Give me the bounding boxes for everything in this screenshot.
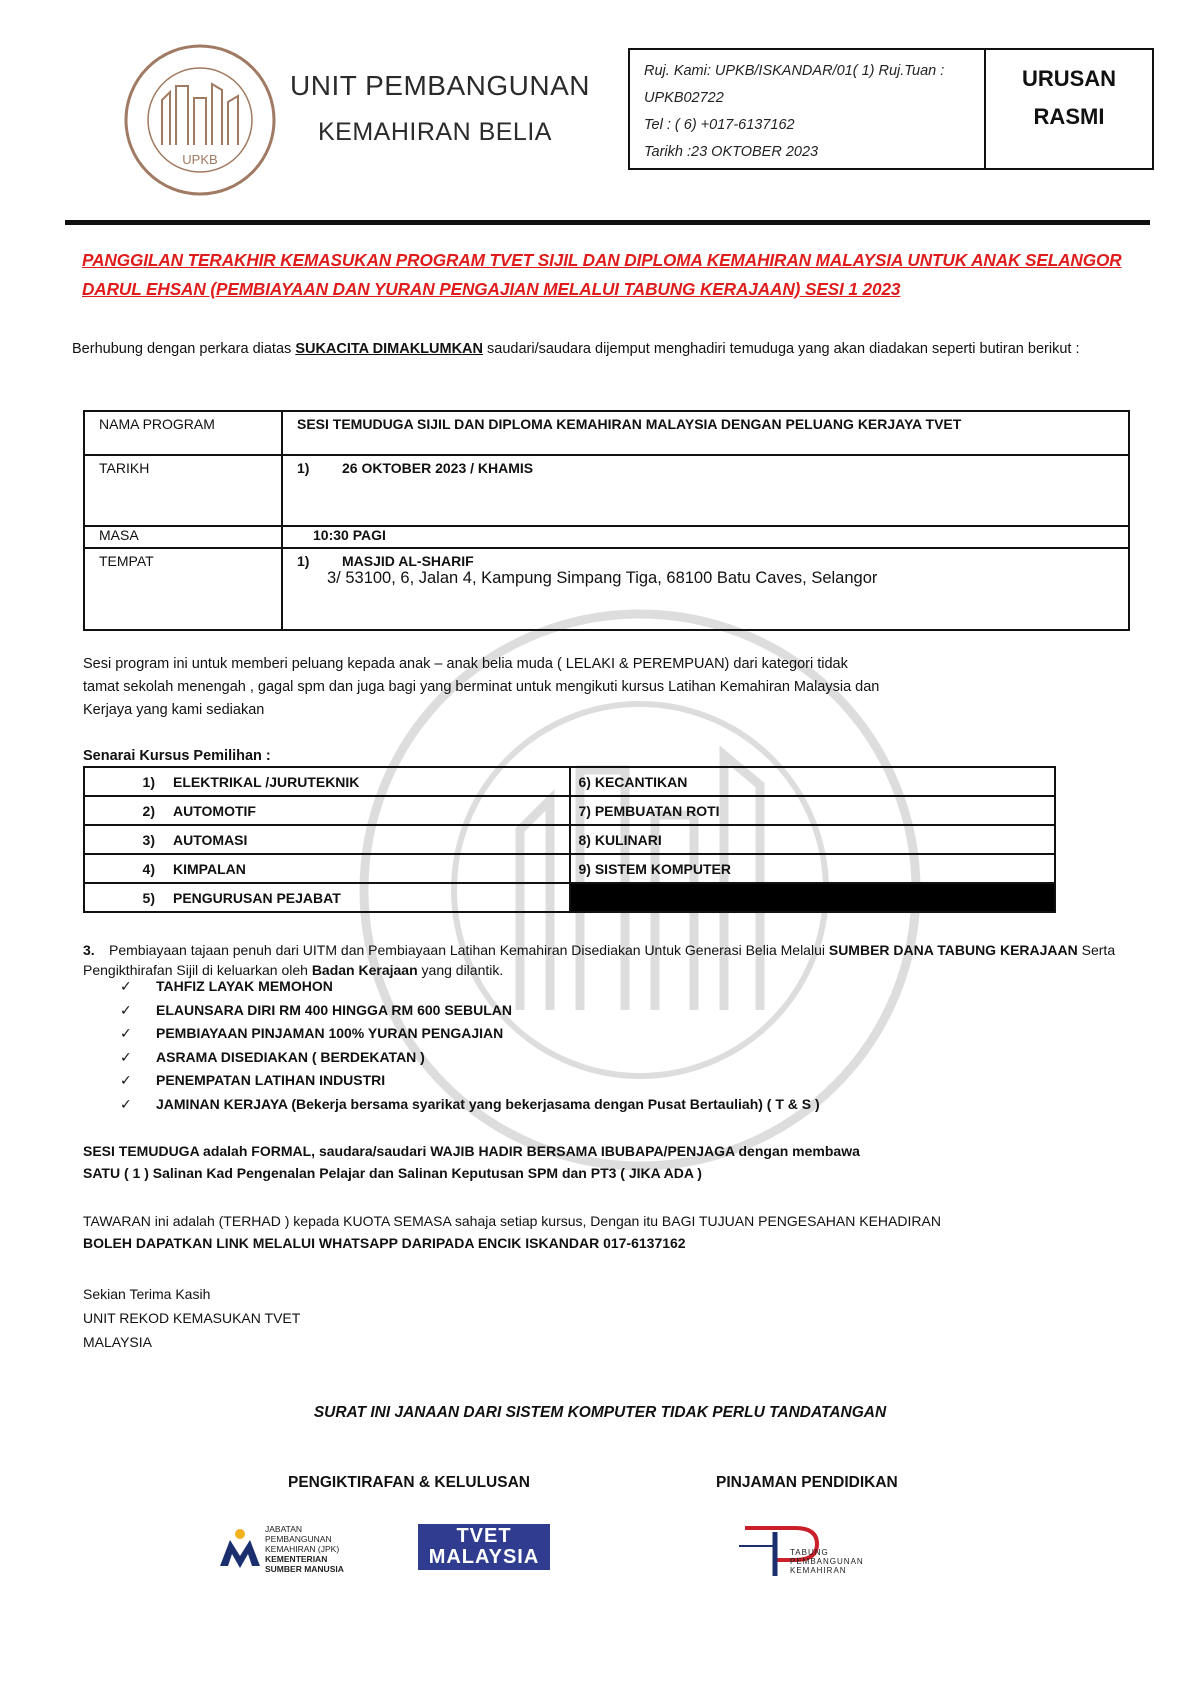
place-name: MASJID AL-SHARIF [342,553,474,569]
telephone: Tel : ( 6) +017-6137162 [644,117,795,133]
place-cell [282,548,1129,630]
status-line1: URUSAN [1021,66,1117,91]
date-label: TARIKH [84,455,282,526]
course-name: ELEKTRIKAL /JURUTEKNIK [173,773,360,790]
loan-label: PINJAMAN PENDIDIKAN [716,1474,898,1491]
list-item [120,1096,820,1120]
ptpk-logo-text [790,1548,864,1575]
table-row [84,548,1129,630]
check-icon: ✓ [120,978,132,994]
courses-table [83,766,1056,913]
list-item [120,1025,820,1049]
interview-line: SATU ( 1 ) Salinan Kad Pengenalan Pelajar dan Salinan Keputusan SPM dan PT3 ( JIKA ADA ) [83,1165,702,1181]
place-num: 1) [297,553,310,569]
interview-paragraph [83,1140,1143,1184]
course-cell: 7) PEMBUATAN ROTI [570,796,1056,825]
jpk-logo-text [265,1524,344,1574]
org-name-line2: KEMAHIRAN BELIA [318,118,552,146]
course-num: 1) [142,773,155,790]
table-row [84,796,1055,825]
course-cell: 9) SISTEM KOMPUTER [570,854,1056,883]
funding-emphasis: Badan Kerajaan [311,962,418,978]
closing-line: UNIT REKOD KEMASUKAN TVET [83,1310,301,1326]
offer-paragraph [83,1210,1143,1254]
course-cell [84,825,570,854]
table-row [84,883,1055,912]
place-address: 3/ 53100, 6, Jalan 4, Kampung Simpang Tiga, 68100 Batu Caves, Selangor [327,569,878,587]
purpose-line: Sesi program ini untuk memberi peluang kepada anak – anak belia muda ( LELAKI & PEREMPUAN) dari kategori tidak [83,656,848,672]
jpk-line: KEMENTERIAN [265,1554,328,1564]
course-num: 4) [142,860,155,877]
time-label: MASA [84,526,282,548]
letter-title: PANGGILAN TERAKHIR KEMASUKAN PROGRAM TVET SIJIL DAN DIPLOMA KEMAHIRAN MALAYSIA UNTUK ANAK SELANGOR DARUL EHSAN (PEMBIAYAAN DAN YURAN PENGAJIAN MELALUI TABUNG KERAJAAN) SESI 1 2023 [82,250,1122,299]
table-row [84,825,1055,854]
list-item [120,1049,820,1073]
purpose-line: tamat sekolah menengah , gagal spm dan juga bagi yang berminat untuk mengikuti kursus Latihan Kemahiran Malaysia dan [83,679,880,695]
intro-emphasis: SUKACITA DIMAKLUMKAN [295,341,483,357]
intro-text: Berhubung dengan perkara diatas [72,341,296,357]
list-item [120,978,820,1002]
funding-emphasis: SUMBER DANA TABUNG KERAJAAN [828,942,1078,958]
svg-text:UPKB: UPKB [182,152,218,167]
funding-paragraph [83,940,1143,980]
jpk-line: KEMAHIRAN (JPK) [265,1544,340,1554]
ptpk-line: TABUNG [790,1548,829,1557]
tvet-line1: TVET [456,1525,512,1547]
blank-cell [570,883,1056,912]
reference-line: Ruj. Kami: UPKB/ISKANDAR/01( 1) Ruj.Tuan : [644,63,945,79]
benefits-list [120,978,820,1119]
course-num: 5) [142,889,155,906]
date-value: 26 OKTOBER 2023 / KHAMIS [342,460,534,476]
funding-num: 3. [83,942,95,958]
closing-block [83,1282,300,1354]
jpk-logo-icon [218,1526,262,1570]
funding-text: Pembiayaan tajaan penuh dari UITM dan Pembiayaan Latihan Kemahiran Disediakan Untuk Generasi Belia Melalui [109,942,829,958]
purpose-line: Kerjaya yang kami sediakan [83,702,265,718]
upkb-logo [120,40,280,200]
offer-line: TAWARAN ini adalah (TERHAD ) kepada KUOTA SEMASA sahaja setiap kursus, Dengan itu BAGI TUJUAN PENGESAHAN KEHADIRAN [83,1213,941,1229]
closing-line: MALAYSIA [83,1334,152,1350]
check-icon: ✓ [120,1001,132,1018]
reference-box [628,48,986,170]
table-row [84,854,1055,883]
course-cell: 6) KECANTIKAN [570,767,1056,796]
check-icon: ✓ [120,1095,132,1112]
benefit-text: ASRAMA DISEDIAKAN ( BERDEKATAN ) [156,1048,425,1065]
course-cell: 8) KULINARI [570,825,1056,854]
closing-line: Sekian Terima Kasih [83,1286,211,1302]
org-name-line1: UNIT PEMBANGUNAN [290,70,590,101]
benefit-text: PEMBIAYAAN PINJAMAN 100% YURAN PENGAJIAN [156,1025,504,1041]
course-name: AUTOMOTIF [173,802,256,819]
check-icon: ✓ [120,1048,132,1065]
jpk-line: SUMBER MANUSIA [265,1564,344,1574]
course-name: PENGURUSAN PEJABAT [173,889,341,906]
funding-text: Serta Pengikthirafan Sijil di keluarkan oleh [83,942,1116,978]
courses-heading: Senarai Kursus Pemilihan : [83,748,271,764]
details-table [83,410,1130,631]
ptpk-line: KEMAHIRAN [790,1566,847,1575]
benefit-text: JAMINAN KERJAYA (Bekerja bersama syarikat yang bekerjasama dengan Pusat Bertauliah) ( T & S ) [156,1095,820,1112]
course-name: AUTOMASI [173,831,248,848]
tvet-line2: MALAYSIA [428,1546,540,1568]
course-name: KIMPALAN [173,860,246,877]
table-row [84,526,1129,548]
benefit-text: ELAUNSARA DIRI RM 400 HINGGA RM 600 SEBULAN [156,1001,513,1018]
benefit-text: TAHFIZ LAYAK MEMOHON [156,978,333,994]
time-value: 10:30 PAGI [282,526,1129,548]
date-num: 1) [297,460,310,476]
intro-text-cont: saudari/saudara dijemput menghadiri temuduga yang akan diadakan seperti butiran berikut : [482,341,1080,357]
jpk-line: JABATAN [265,1524,302,1534]
check-icon: ✓ [120,1025,132,1041]
funding-text: yang dilantik. [417,962,504,978]
course-cell [84,854,570,883]
jpk-line: PEMBANGUNAN [265,1534,332,1544]
program-value: SESI TEMUDUGA SIJIL DAN DIPLOMA KEMAHIRAN MALAYSIA DENGAN PELUANG KERJAYA TVET [282,411,1129,455]
recognition-label: PENGIKTIRAFAN & KELULUSAN [288,1474,530,1491]
course-num: 3) [142,831,155,848]
list-item [120,1002,820,1026]
status-line2: RASMI [1033,104,1105,129]
interview-line: SESI TEMUDUGA adalah FORMAL, saudara/saudari WAJIB HADIR BERSAMA IBUBAPA/PENJAGA dengan membawa [83,1143,860,1159]
list-item [120,1072,820,1096]
reference-number: UPKB02722 [644,90,724,106]
header-rule [65,220,1150,225]
table-row [84,411,1129,455]
course-num: 2) [142,802,155,819]
letter-date: Tarikh :23 OKTOBER 2023 [644,144,819,160]
place-label: TEMPAT [84,548,282,630]
program-label: NAMA PROGRAM [84,411,282,455]
intro-paragraph [72,338,1152,360]
status-box [984,48,1154,170]
table-row [84,767,1055,796]
tvet-malaysia-logo [418,1524,550,1570]
course-cell [84,796,570,825]
check-icon: ✓ [120,1072,132,1088]
ptpk-line: PEMBANGUNAN [790,1557,864,1566]
course-cell [84,767,570,796]
computer-generated-note: SURAT INI JANAAN DARI SISTEM KOMPUTER TIDAK PERLU TANDATANGAN [313,1404,887,1421]
table-row [84,455,1129,526]
date-cell [282,455,1129,526]
benefit-text: PENEMPATAN LATIHAN INDUSTRI [156,1072,386,1088]
course-cell [84,883,570,912]
offer-line: BOLEH DAPATKAN LINK MELALUI WHATSAPP DARIPADA ENCIK ISKANDAR 017-6137162 [83,1235,686,1251]
purpose-paragraph [83,653,1143,722]
